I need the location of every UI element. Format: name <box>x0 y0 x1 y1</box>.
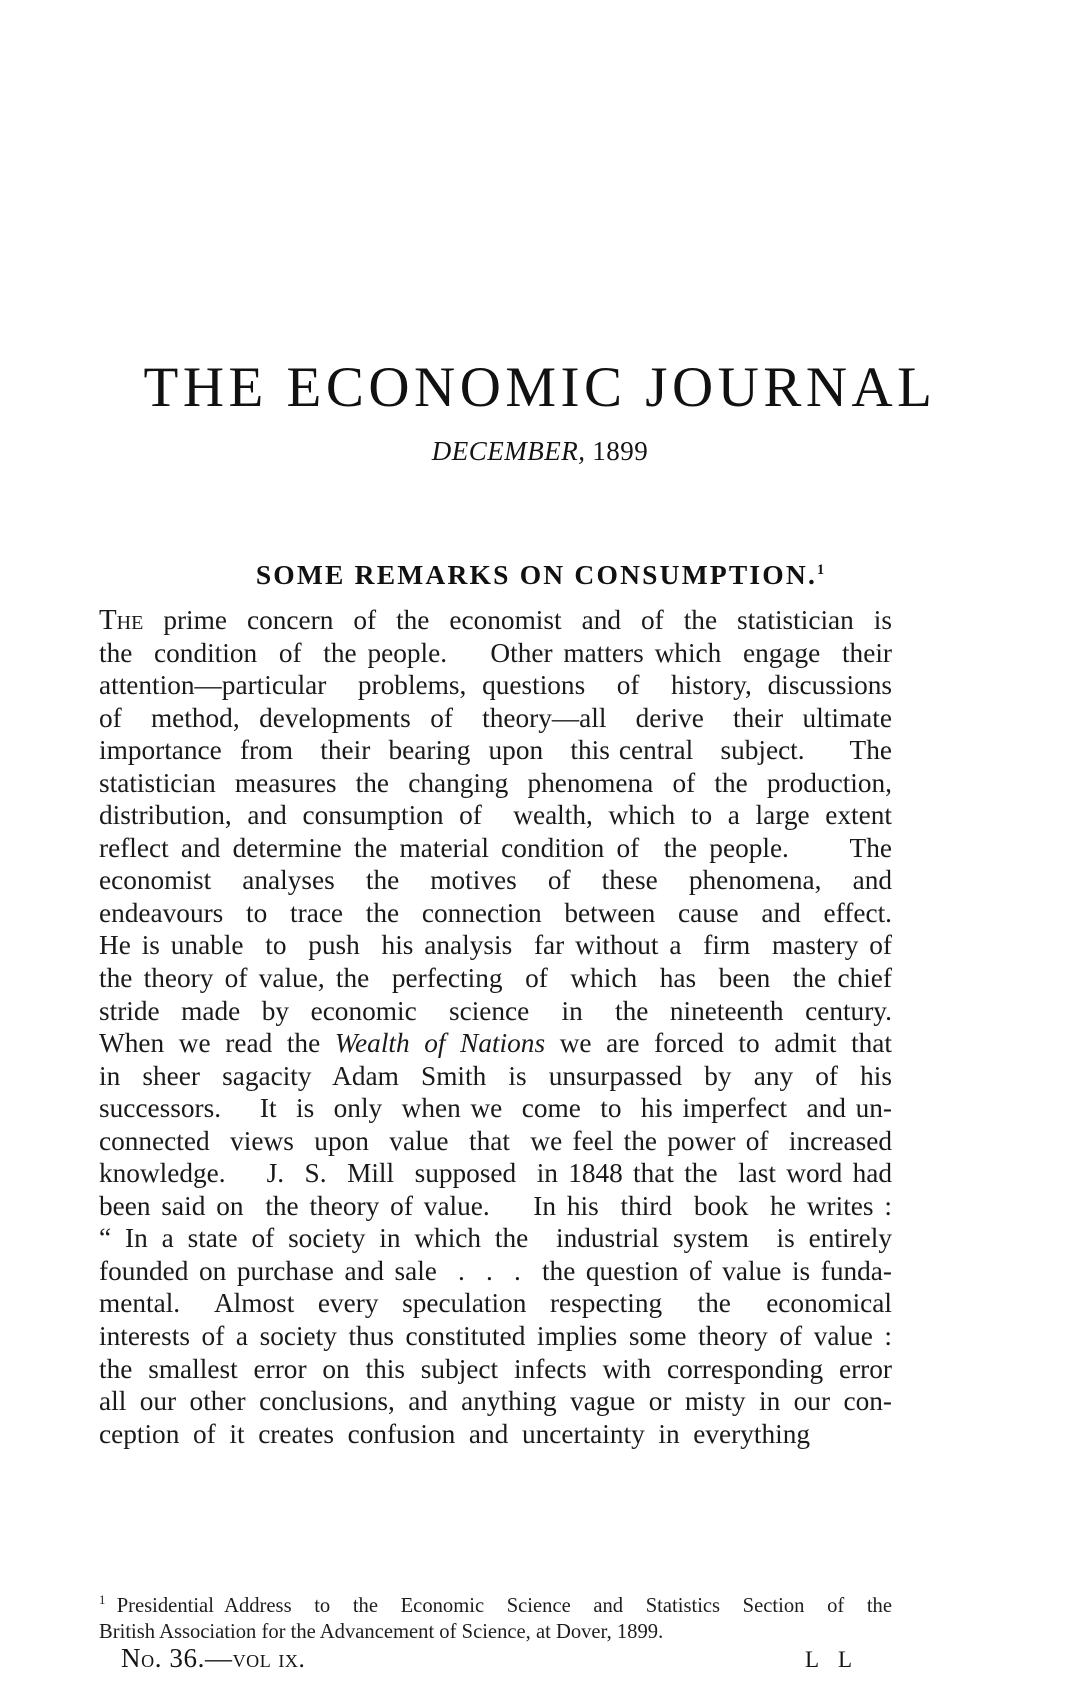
small-caps-opening-word: The <box>99 604 144 636</box>
line-text: founded on purchase and sale . . . the question of value is funda- <box>99 1255 892 1286</box>
line-text: “ In a state of society in which the industrial system is entirely <box>99 1223 892 1254</box>
article-body-line <box>99 1222 892 1255</box>
article-body-line <box>99 1418 892 1451</box>
line-text: all our other conclusions, and anything vague or misty in our con- <box>99 1386 892 1417</box>
article-body-line <box>99 1157 892 1190</box>
line-text: economist analyses the motives of these phenomena, and <box>99 865 892 896</box>
italic-book-title: Wealth of Nations <box>334 1028 546 1059</box>
footnote-text-1: Presidential Address to the Economic Science and Statistics Section of the <box>105 1594 892 1617</box>
line-text: endeavours to trace the connection between cause and effect. <box>99 897 892 928</box>
article-body-line <box>99 1320 892 1353</box>
article-body-line <box>99 669 892 702</box>
article-body <box>99 604 892 1450</box>
article-body-line <box>99 897 892 930</box>
line-text: importance from their bearing upon this central subject. The <box>99 735 892 766</box>
article-body-line <box>99 864 892 897</box>
article-title <box>0 559 1080 591</box>
line-text: of method, developments of theory—all derive their ultimate <box>99 702 892 733</box>
line-text: stride made by economic science in the nineteenth century. <box>99 995 892 1026</box>
journal-masthead-title: THE ECONOMIC JOURNAL <box>143 356 937 419</box>
issue-year: 1899 <box>592 436 649 466</box>
article-body-line <box>99 767 892 800</box>
article-body-line <box>99 1092 892 1125</box>
article-title-footnote-marker: 1 <box>817 562 825 579</box>
line-text-pre: When we read the <box>99 1028 335 1059</box>
folio-volume: vol ix. <box>232 1645 306 1673</box>
article-body-line <box>99 1190 892 1223</box>
line-text: ception of it creates confusion and uncertainty in everything <box>99 1418 811 1449</box>
footnote-line-1 <box>99 1587 892 1619</box>
footnote-marker: 1 <box>99 1593 106 1607</box>
line-text: statistician measures the changing phenomena of the production, <box>99 767 892 798</box>
article-body-line <box>99 1060 892 1093</box>
folio-number-prefix: N <box>121 1643 142 1673</box>
article-body-line <box>99 832 892 865</box>
footnote-line-2: British Association for the Advancement of Science, at Dover, 1899. <box>99 1621 664 1644</box>
line-text: we are forced to admit that <box>545 1028 893 1059</box>
article-title-text: SOME REMARKS ON CONSUMPTION. <box>255 559 818 591</box>
page-folio <box>99 1643 892 1683</box>
line-text: attention—particular problems, questions of history, discussions <box>99 670 892 701</box>
article-body-line <box>99 995 892 1028</box>
article-body-line <box>99 1353 892 1386</box>
line-text: in sheer sagacity Adam Smith is unsurpassed by any of his <box>99 1060 892 1091</box>
issue-number-line <box>121 1643 305 1674</box>
article-footnote <box>99 1587 892 1646</box>
article-body-line <box>99 799 892 832</box>
line-text: reflect and determine the material condition of the people. The <box>99 832 892 863</box>
line-text: interests of a society thus constituted implies some theory of value : <box>99 1321 892 1352</box>
line-text: knowledge. J. S. Mill supposed in 1848 that the last word had <box>99 1158 892 1189</box>
line-text: been said on the theory of value. In his third book he writes : <box>99 1190 892 1221</box>
folio-number-ordinal: o <box>141 1645 155 1673</box>
article-body-line <box>99 1125 892 1158</box>
line-text: the smallest error on this subject infects with corresponding error <box>99 1353 892 1384</box>
line-text: prime concern of the economist and of the statistician is <box>143 605 892 635</box>
issue-month: DECEMBER, <box>431 436 586 466</box>
line-text: connected views upon value that we feel the power of increased <box>99 1125 892 1156</box>
line-text: mental. Almost every speculation respecting the economical <box>99 1288 892 1319</box>
article-body-line <box>99 1255 892 1288</box>
article-body-line <box>99 734 892 767</box>
printer-signature-mark: L L <box>805 1647 859 1672</box>
line-text: distribution, and consumption of wealth, which to a large extent <box>99 800 892 831</box>
folio-number-rest: . 36.— <box>154 1643 233 1673</box>
article-body-line <box>99 702 892 735</box>
issue-dateline <box>0 436 1080 467</box>
line-text: He is unable to push his analysis far without a firm mastery of <box>99 930 892 961</box>
article-body-line <box>99 1027 892 1060</box>
line-text: the theory of value, the perfecting of which has been the chief <box>99 963 892 994</box>
article-body-line <box>99 637 892 670</box>
line-text: the condition of the people. Other matters which engage their <box>99 637 892 668</box>
article-body-line <box>99 929 892 962</box>
article-body-line <box>99 1287 892 1320</box>
line-text: successors. It is only when we come to his imperfect and un- <box>99 1093 892 1124</box>
article-body-line <box>99 962 892 995</box>
article-body-line <box>99 1385 892 1418</box>
article-body-line <box>99 604 892 637</box>
